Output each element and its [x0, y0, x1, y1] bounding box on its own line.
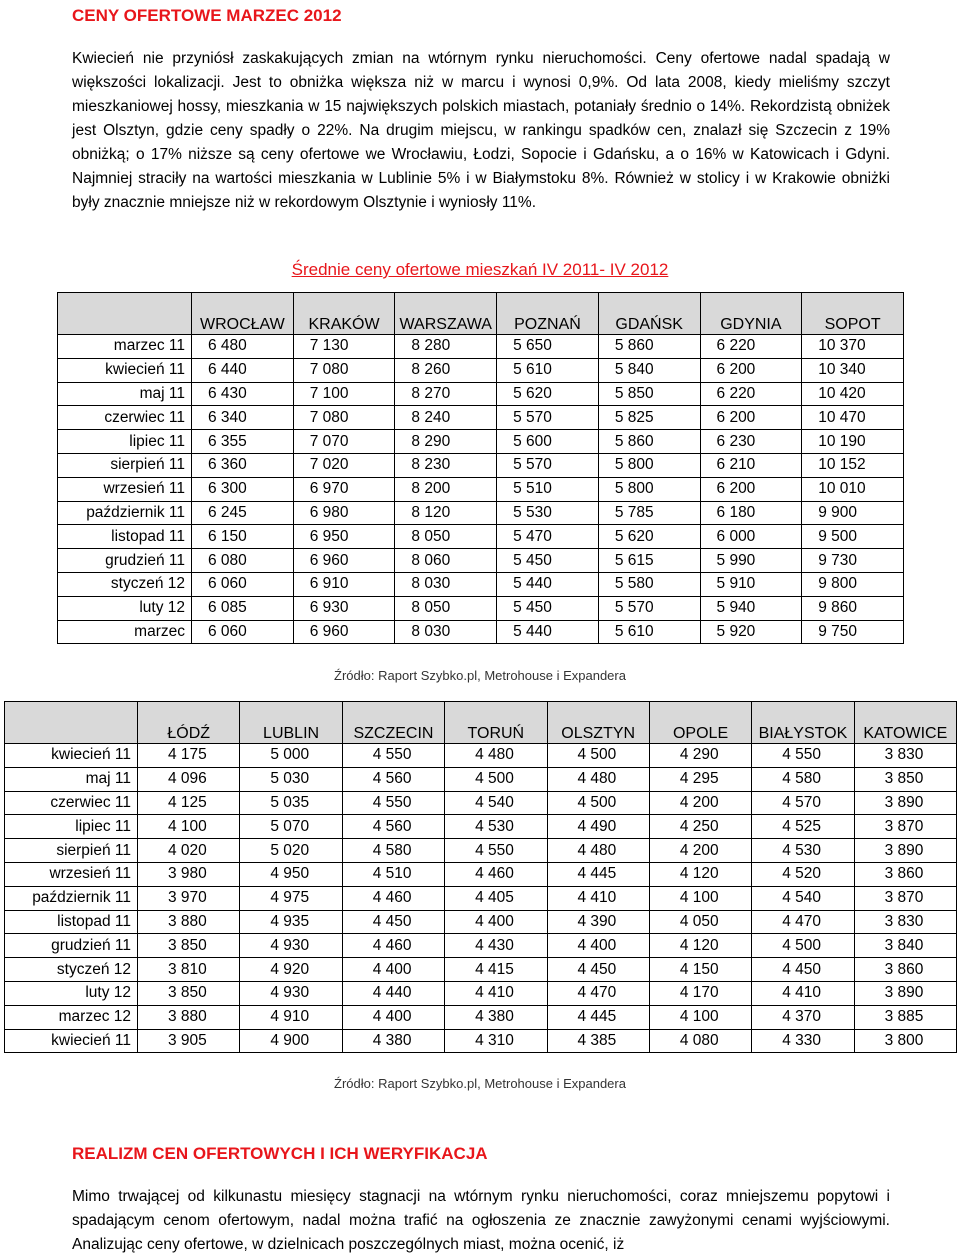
price-cell: 4 470 [752, 910, 854, 934]
table-row [5, 958, 957, 982]
row-label: lipiec 11 [58, 430, 192, 454]
row-label: kwiecień 11 [58, 358, 192, 382]
price-cell: 6 355 [192, 430, 294, 454]
price-cell: 4 580 [752, 767, 854, 791]
price-cell: 4 450 [342, 910, 444, 934]
price-cell: 3 840 [854, 934, 956, 958]
price-cell: 9 730 [802, 549, 904, 573]
price-cell: 4 550 [752, 744, 854, 768]
price-cell: 10 340 [802, 358, 904, 382]
price-cell: 3 850 [138, 934, 240, 958]
column-header: GDYNIA [700, 293, 802, 335]
price-cell: 4 125 [138, 791, 240, 815]
table-row [5, 886, 957, 910]
row-label: wrzesień 11 [5, 862, 138, 886]
table-row [5, 839, 957, 863]
price-cell: 5 440 [497, 572, 599, 596]
price-cell: 8 240 [395, 406, 497, 430]
price-cell: 4 096 [138, 767, 240, 791]
table-row [58, 596, 904, 620]
table-row [58, 335, 904, 359]
price-cell: 5 920 [700, 620, 802, 644]
price-cell: 6 220 [700, 335, 802, 359]
price-cell: 5 860 [598, 335, 700, 359]
price-cell: 9 800 [802, 572, 904, 596]
price-cell: 5 610 [598, 620, 700, 644]
price-cell: 4 290 [649, 744, 751, 768]
row-label: styczeń 12 [5, 958, 138, 982]
price-cell: 4 100 [649, 886, 751, 910]
table-row [5, 815, 957, 839]
price-cell: 4 200 [649, 839, 751, 863]
column-header: BIAŁYSTOK [752, 702, 854, 744]
price-cell: 4 400 [342, 1005, 444, 1029]
price-cell: 4 580 [342, 839, 444, 863]
price-cell: 4 200 [649, 791, 751, 815]
price-cell: 9 900 [802, 501, 904, 525]
table-title: Średnie ceny ofertowe mieszkań IV 2011- IV 2012 [291, 260, 669, 279]
price-cell: 4 410 [547, 886, 649, 910]
row-label: lipiec 11 [5, 815, 138, 839]
price-cell: 5 860 [598, 430, 700, 454]
price-cell: 6 210 [700, 453, 802, 477]
price-cell: 4 120 [649, 862, 751, 886]
price-cell: 5 940 [700, 596, 802, 620]
table-row [58, 501, 904, 525]
price-cell: 4 560 [342, 815, 444, 839]
price-cell: 4 500 [547, 791, 649, 815]
table-row [5, 791, 957, 815]
column-header: KATOWICE [854, 702, 956, 744]
price-cell: 5 825 [598, 406, 700, 430]
price-cell: 4 020 [138, 839, 240, 863]
price-cell: 6 085 [192, 596, 294, 620]
price-cell: 4 540 [752, 886, 854, 910]
price-cell: 6 360 [192, 453, 294, 477]
column-header: SOPOT [802, 293, 904, 335]
price-cell: 4 450 [547, 958, 649, 982]
price-cell: 3 850 [854, 767, 956, 791]
price-cell: 6 060 [192, 572, 294, 596]
price-cell: 4 530 [752, 839, 854, 863]
price-cell: 6 200 [700, 406, 802, 430]
row-label: marzec 12 [5, 1005, 138, 1029]
column-header: TORUŃ [445, 702, 547, 744]
row-label: sierpień 11 [5, 839, 138, 863]
price-cell: 4 310 [445, 1029, 547, 1053]
price-cell: 4 520 [752, 862, 854, 886]
price-cell: 3 870 [854, 815, 956, 839]
price-cell: 4 120 [649, 934, 751, 958]
table-row [5, 744, 957, 768]
price-cell: 4 380 [445, 1005, 547, 1029]
price-cell: 5 570 [497, 406, 599, 430]
price-cell: 5 035 [240, 791, 342, 815]
table-header-row [58, 293, 904, 335]
row-label: listopad 11 [5, 910, 138, 934]
price-cell: 4 175 [138, 744, 240, 768]
price-cell: 8 050 [395, 596, 497, 620]
price-cell: 6 340 [192, 406, 294, 430]
price-cell: 6 910 [293, 572, 395, 596]
price-cell: 8 030 [395, 620, 497, 644]
price-cell: 4 550 [445, 839, 547, 863]
price-cell: 4 480 [445, 744, 547, 768]
row-label: styczeń 12 [58, 572, 192, 596]
table-source-note: Źródło: Raport Szybko.pl, Metrohouse i Expandera [334, 668, 626, 683]
price-cell: 4 370 [752, 1005, 854, 1029]
column-header: GDAŃSK [598, 293, 700, 335]
table-row [5, 1029, 957, 1053]
price-cell: 6 230 [700, 430, 802, 454]
price-cell: 4 930 [240, 981, 342, 1005]
row-label: luty 12 [58, 596, 192, 620]
price-cell: 4 560 [342, 767, 444, 791]
column-header: KRAKÓW [293, 293, 395, 335]
price-cell: 5 570 [497, 453, 599, 477]
price-cell: 8 230 [395, 453, 497, 477]
price-cell: 4 100 [138, 815, 240, 839]
price-cell: 4 460 [342, 886, 444, 910]
price-cell: 5 510 [497, 477, 599, 501]
body-paragraph: Mimo trwającej od kilkunastu miesięcy stagnacji na wtórnym rynku nieruchomości, coraz mniejszemu popytowi i spadającym cenom ofertowym, nadal można trafić na ogłoszenia ze znacznie zawyżonymi cenami wyjściowymi. Analizując ceny ofertowe, w dzielnicach poszczególnych miast, można ocenić, iż [72, 1188, 890, 1253]
table-corner-cell [58, 293, 192, 335]
price-cell: 5 450 [497, 596, 599, 620]
price-cell: 9 860 [802, 596, 904, 620]
price-cell: 4 550 [342, 744, 444, 768]
price-cell: 10 420 [802, 382, 904, 406]
row-label: październik 11 [58, 501, 192, 525]
price-cell: 8 280 [395, 335, 497, 359]
row-label: luty 12 [5, 981, 138, 1005]
row-label: kwiecień 11 [5, 744, 138, 768]
price-cell: 9 750 [802, 620, 904, 644]
price-cell: 8 030 [395, 572, 497, 596]
price-cell: 6 480 [192, 335, 294, 359]
price-cell: 4 460 [342, 934, 444, 958]
price-cell: 5 910 [700, 572, 802, 596]
price-cell: 4 400 [445, 910, 547, 934]
price-cell: 4 460 [445, 862, 547, 886]
price-cell: 5 580 [598, 572, 700, 596]
price-cell: 4 500 [752, 934, 854, 958]
column-header: WARSZAWA [395, 293, 497, 335]
price-cell: 4 910 [240, 1005, 342, 1029]
price-cell: 10 010 [802, 477, 904, 501]
column-header: OPOLE [649, 702, 751, 744]
price-cell: 4 385 [547, 1029, 649, 1053]
price-cell: 4 510 [342, 862, 444, 886]
price-cell: 4 250 [649, 815, 751, 839]
price-cell: 4 500 [445, 767, 547, 791]
price-cell: 4 470 [547, 981, 649, 1005]
price-cell: 4 170 [649, 981, 751, 1005]
price-cell: 4 530 [445, 815, 547, 839]
table-row [58, 406, 904, 430]
price-cell: 3 830 [854, 744, 956, 768]
table-row [58, 572, 904, 596]
price-cell: 5 990 [700, 549, 802, 573]
row-label: marzec 11 [58, 335, 192, 359]
price-cell: 4 440 [342, 981, 444, 1005]
price-cell: 8 120 [395, 501, 497, 525]
price-cell: 3 860 [854, 862, 956, 886]
price-cell: 5 020 [240, 839, 342, 863]
price-cell: 6 300 [192, 477, 294, 501]
table-row [5, 910, 957, 934]
table-row [58, 358, 904, 382]
row-label: maj 11 [58, 382, 192, 406]
price-cell: 4 540 [445, 791, 547, 815]
table-row [58, 477, 904, 501]
price-cell: 4 480 [547, 839, 649, 863]
price-cell: 4 410 [752, 981, 854, 1005]
price-cell: 6 245 [192, 501, 294, 525]
price-cell: 4 570 [752, 791, 854, 815]
row-label: grudzień 11 [5, 934, 138, 958]
section-title: REALIZM CEN OFERTOWYCH I ICH WERYFIKACJA [72, 1144, 488, 1163]
price-cell: 4 500 [547, 744, 649, 768]
section-title: CENY OFERTOWE MARZEC 2012 [72, 6, 342, 25]
column-header: ŁÓDŹ [138, 702, 240, 744]
price-cell: 10 470 [802, 406, 904, 430]
price-cell: 5 440 [497, 620, 599, 644]
row-label: wrzesień 11 [58, 477, 192, 501]
price-cell: 4 950 [240, 862, 342, 886]
price-cell: 3 880 [138, 1005, 240, 1029]
price-cell: 8 050 [395, 525, 497, 549]
price-cell: 5 610 [497, 358, 599, 382]
price-cell: 6 960 [293, 620, 395, 644]
row-label: listopad 11 [58, 525, 192, 549]
price-cell: 5 570 [598, 596, 700, 620]
table-row [58, 549, 904, 573]
price-cell: 4 380 [342, 1029, 444, 1053]
table-header-row [5, 702, 957, 744]
price-cell: 5 840 [598, 358, 700, 382]
price-cell: 7 020 [293, 453, 395, 477]
price-cell: 8 290 [395, 430, 497, 454]
price-cell: 4 100 [649, 1005, 751, 1029]
table-source-note: Źródło: Raport Szybko.pl, Metrohouse i Expandera [334, 1076, 626, 1091]
price-cell: 7 070 [293, 430, 395, 454]
price-cell: 5 450 [497, 549, 599, 573]
row-label: październik 11 [5, 886, 138, 910]
price-cell: 10 370 [802, 335, 904, 359]
price-cell: 8 260 [395, 358, 497, 382]
price-cell: 4 525 [752, 815, 854, 839]
column-header: LUBLIN [240, 702, 342, 744]
price-cell: 10 152 [802, 453, 904, 477]
table-row [5, 767, 957, 791]
table-row [5, 862, 957, 886]
row-label: kwiecień 11 [5, 1029, 138, 1053]
price-cell: 4 405 [445, 886, 547, 910]
price-cell: 4 975 [240, 886, 342, 910]
price-cell: 3 870 [854, 886, 956, 910]
row-label: grudzień 11 [58, 549, 192, 573]
price-cell: 5 070 [240, 815, 342, 839]
price-cell: 4 445 [547, 862, 649, 886]
price-cell: 5 030 [240, 767, 342, 791]
price-cell: 3 810 [138, 958, 240, 982]
price-cell: 4 415 [445, 958, 547, 982]
price-cell: 3 970 [138, 886, 240, 910]
price-cell: 7 130 [293, 335, 395, 359]
row-label: czerwiec 11 [58, 406, 192, 430]
price-cell: 4 930 [240, 934, 342, 958]
row-label: marzec [58, 620, 192, 644]
price-cell: 4 150 [649, 958, 751, 982]
price-cell: 6 980 [293, 501, 395, 525]
price-cell: 5 600 [497, 430, 599, 454]
price-table-regional-cities [4, 701, 957, 1053]
column-header: SZCZECIN [342, 702, 444, 744]
price-cell: 7 100 [293, 382, 395, 406]
price-cell: 6 200 [700, 477, 802, 501]
price-cell: 6 970 [293, 477, 395, 501]
column-header: WROCŁAW [192, 293, 294, 335]
price-cell: 5 530 [497, 501, 599, 525]
row-label: sierpień 11 [58, 453, 192, 477]
price-cell: 5 615 [598, 549, 700, 573]
table-row [58, 382, 904, 406]
price-cell: 5 785 [598, 501, 700, 525]
price-cell: 3 890 [854, 791, 956, 815]
price-cell: 6 000 [700, 525, 802, 549]
price-cell: 3 860 [854, 958, 956, 982]
price-cell: 4 050 [649, 910, 751, 934]
table-row [58, 453, 904, 477]
table-row [5, 981, 957, 1005]
price-cell: 4 295 [649, 767, 751, 791]
price-cell: 4 445 [547, 1005, 649, 1029]
price-cell: 3 880 [138, 910, 240, 934]
price-cell: 3 800 [854, 1029, 956, 1053]
price-cell: 5 620 [497, 382, 599, 406]
price-cell: 4 550 [342, 791, 444, 815]
price-cell: 8 200 [395, 477, 497, 501]
price-cell: 9 500 [802, 525, 904, 549]
table-row [58, 430, 904, 454]
price-cell: 8 060 [395, 549, 497, 573]
price-cell: 6 960 [293, 549, 395, 573]
price-cell: 6 180 [700, 501, 802, 525]
price-cell: 4 330 [752, 1029, 854, 1053]
price-cell: 6 440 [192, 358, 294, 382]
column-header: OLSZTYN [547, 702, 649, 744]
price-cell: 4 490 [547, 815, 649, 839]
table-row [5, 934, 957, 958]
price-cell: 6 950 [293, 525, 395, 549]
price-cell: 4 920 [240, 958, 342, 982]
table-row [5, 1005, 957, 1029]
price-cell: 4 900 [240, 1029, 342, 1053]
table-row [58, 620, 904, 644]
price-cell: 6 220 [700, 382, 802, 406]
price-cell: 7 080 [293, 406, 395, 430]
price-cell: 4 430 [445, 934, 547, 958]
price-cell: 4 400 [342, 958, 444, 982]
price-cell: 3 830 [854, 910, 956, 934]
table-corner-cell [5, 702, 138, 744]
price-cell: 10 190 [802, 430, 904, 454]
row-label: maj 11 [5, 767, 138, 791]
table-row [58, 525, 904, 549]
price-cell: 4 450 [752, 958, 854, 982]
row-label: czerwiec 11 [5, 791, 138, 815]
price-cell: 8 270 [395, 382, 497, 406]
price-cell: 3 890 [854, 839, 956, 863]
price-cell: 4 935 [240, 910, 342, 934]
price-cell: 6 200 [700, 358, 802, 382]
price-cell: 3 850 [138, 981, 240, 1005]
price-cell: 3 905 [138, 1029, 240, 1053]
price-cell: 3 890 [854, 981, 956, 1005]
price-cell: 4 410 [445, 981, 547, 1005]
price-cell: 5 650 [497, 335, 599, 359]
price-cell: 4 390 [547, 910, 649, 934]
price-cell: 3 885 [854, 1005, 956, 1029]
column-header: POZNAŃ [497, 293, 599, 335]
price-cell: 6 930 [293, 596, 395, 620]
price-cell: 3 980 [138, 862, 240, 886]
price-cell: 5 620 [598, 525, 700, 549]
price-cell: 5 800 [598, 477, 700, 501]
price-cell: 7 080 [293, 358, 395, 382]
price-cell: 6 060 [192, 620, 294, 644]
price-cell: 6 150 [192, 525, 294, 549]
price-cell: 6 430 [192, 382, 294, 406]
intro-paragraph: Kwiecień nie przyniósł zaskakujących zmian na wtórnym rynku nieruchomości. Ceny ofertowe nadal spadają w większości lokalizacji. Jest to obniżka większa niż w marcu i wynosi 0,9%. Od lata 2008, kiedy mieliśmy szczyt mieszkaniowej hossy, mieszkania w 15 największych polskich miastach, potaniały średnio o 14%. Rekordzistą obniżek jest Olsztyn, gdzie ceny spadły o 22%. Na drugim miejscu, w rankingu spadków cen, znalazł się Szczecin z 19% obniżką; o 17% niższe są ceny ofertowe we Wrocławiu, Łodzi, Sopocie i Gdańsku, a o 16% w Katowicach i Gdyni. Najmniej straciły na wartości mieszkania w Lublinie 5% i w Białymstoku 8%. Również w stolicy i w Krakowie obniżki były znacznie mniejsze niż w rekordowym Olsztynie i wyniosły 11%. [72, 50, 890, 211]
price-cell: 5 800 [598, 453, 700, 477]
price-cell: 5 850 [598, 382, 700, 406]
price-cell: 5 470 [497, 525, 599, 549]
price-cell: 4 480 [547, 767, 649, 791]
price-cell: 5 000 [240, 744, 342, 768]
price-table-major-cities [57, 292, 904, 644]
price-cell: 6 080 [192, 549, 294, 573]
price-cell: 4 080 [649, 1029, 751, 1053]
price-cell: 4 400 [547, 934, 649, 958]
